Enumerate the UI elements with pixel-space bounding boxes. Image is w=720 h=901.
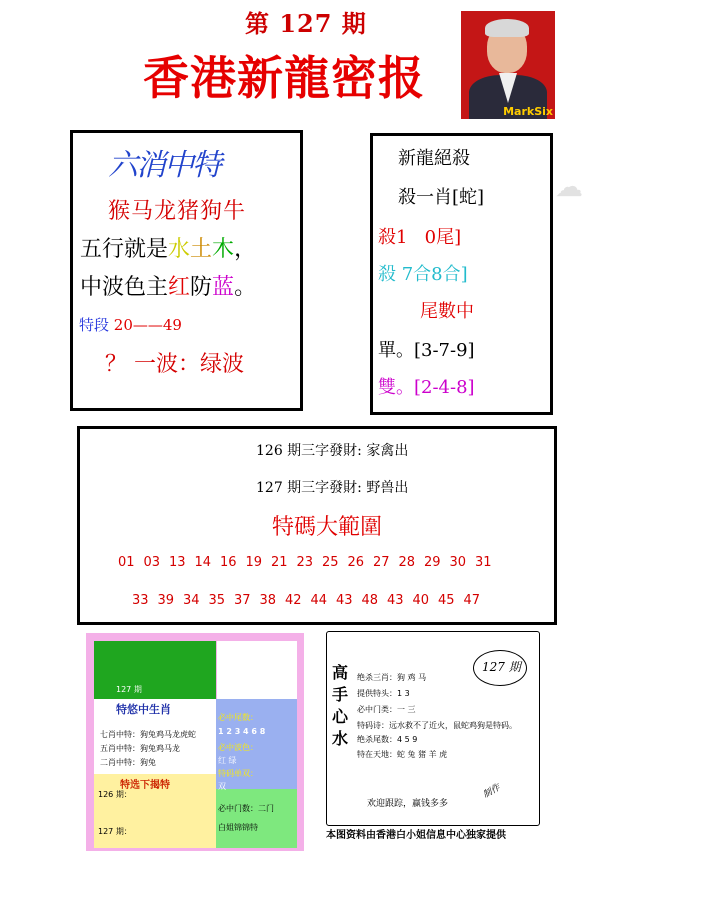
tip-r6: 必中门数：二门 <box>218 804 274 813</box>
wuxing-wood: 木 <box>212 237 235 262</box>
range-number: 14 <box>194 555 212 570</box>
range-number: 45 <box>438 593 455 608</box>
kill-tail-b: 0尾] <box>424 227 462 248</box>
segment-label: 特段 <box>79 316 110 334</box>
range-number: 25 <box>322 555 339 570</box>
range-number: 43 <box>336 593 353 608</box>
tip-r1: 必中尾数： <box>218 713 258 722</box>
line-126: 126 期三字發財: 家禽出 <box>256 443 409 459</box>
tip-r4: 特码单双： <box>218 769 258 778</box>
range-number: 01 <box>118 555 135 570</box>
wuxing-line <box>80 232 256 263</box>
tip-card-panel-green <box>216 789 297 848</box>
kill-he: 殺 7合8合] <box>378 264 468 285</box>
tip-hint-126: 126 期： <box>98 790 132 799</box>
wave-guard: 防 <box>190 275 213 300</box>
range-number: 16 <box>220 555 237 570</box>
range-number: 28 <box>398 555 416 570</box>
single-tails: 單。[3-7-9] <box>378 340 475 361</box>
expert-l3: 必中门类：一 三 <box>357 705 416 714</box>
expert-l2: 提供特头：1 3 <box>357 689 410 698</box>
expert-l6: 特在天地：蛇 兔 猪 羊 虎 <box>357 750 448 759</box>
tip-card-header <box>94 641 216 699</box>
range-number: 43 <box>387 593 404 608</box>
kill-animal: 殺一肖[蛇] <box>398 187 485 208</box>
range-number: 39 <box>157 593 175 608</box>
wuxing-earth: 土 <box>190 237 213 262</box>
tip-a-title: 特悠中生肖 <box>116 703 171 716</box>
issue-number: 第 127 期 <box>245 9 367 38</box>
tip-b-title: 特选下揭特 <box>120 780 170 791</box>
expert-l4: 特码诗：远水救不了近火，鼠蛇鸡狗是特码。 <box>357 721 517 730</box>
tip-r-nums: 1 2 3 4 6 8 <box>218 727 266 736</box>
wave-suffix: 。 <box>234 275 257 300</box>
expert-side-title <box>332 662 348 750</box>
made-by: 制作 <box>481 782 503 801</box>
tip-hint-127: 127 期： <box>98 827 132 836</box>
range-number: 13 <box>169 555 186 570</box>
tip-issue: 127 期 <box>116 685 142 694</box>
range-number: 47 <box>463 593 481 608</box>
portrait-hair <box>485 19 529 37</box>
line-127: 127 期三字發財: 野兽出 <box>256 480 409 496</box>
segment-value: 20——49 <box>113 316 182 334</box>
range-number: 31 <box>475 555 492 570</box>
kill-heading: 新龍絕殺 <box>398 148 470 169</box>
wave-color-line <box>80 270 256 301</box>
side-char: 手 <box>332 685 349 704</box>
expert-l5: 绝杀尾数：4 5 9 <box>357 735 418 744</box>
tip-line-5: 五肖中特：狗兔鸡马龙 <box>100 744 180 753</box>
wave-prefix: 中波色主 <box>80 275 169 300</box>
portrait-image <box>461 11 555 119</box>
tip-card-blank <box>217 641 297 699</box>
kill-tail-a: 殺1 <box>378 227 408 248</box>
range-number: 33 <box>132 593 149 608</box>
tail-middle: 尾數中 <box>420 301 474 322</box>
footer-credit: 本图资料由香港白小姐信息中心独家提供 <box>326 830 506 841</box>
tip-r2: 必中波色： <box>218 743 258 752</box>
wave-blue: 蓝 <box>212 275 235 300</box>
wuxing-prefix: 五行就是 <box>80 237 169 262</box>
range-number: 34 <box>183 593 200 608</box>
tip-r3: 红 绿 <box>218 756 237 765</box>
double-tails: 雙。[2-4-8] <box>378 377 475 398</box>
range-number: 48 <box>361 593 379 608</box>
wave-red: 红 <box>168 275 191 300</box>
range-number: 21 <box>271 555 288 570</box>
wuxing-suffix: ， <box>234 237 257 262</box>
stamp-label: 127 期 <box>482 660 521 674</box>
photo-brand-label: MarkSix <box>503 105 553 118</box>
range-number: 27 <box>373 555 390 570</box>
range-number: 37 <box>234 593 251 608</box>
side-char: 水 <box>332 729 349 748</box>
number-row-2 <box>132 593 489 608</box>
zodiac-animals: 猴马龙猪狗牛 <box>108 199 247 224</box>
wuxing-water: 水 <box>168 237 191 262</box>
range-number: 23 <box>296 555 314 570</box>
side-char: 心 <box>332 707 349 726</box>
welcome-text: 欢迎跟踪，赢钱多多 <box>367 799 449 809</box>
range-number: 38 <box>259 593 277 608</box>
range-number: 42 <box>285 593 302 608</box>
range-number: 35 <box>208 593 226 608</box>
six-zodiac-heading: 六消中特 <box>108 148 220 183</box>
range-number: 40 <box>412 593 430 608</box>
tip-r5: 双 <box>218 782 226 791</box>
range-number: 30 <box>449 555 467 570</box>
tip-line-2: 二肖中特：狗兔 <box>100 758 156 767</box>
range-number: 29 <box>424 555 441 570</box>
range-number: 44 <box>310 593 328 608</box>
kill-tail <box>378 223 461 249</box>
range-number: 03 <box>143 555 161 570</box>
expert-l1: 绝杀三肖：狗 鸡 马 <box>357 673 427 682</box>
side-char: 高 <box>332 663 349 682</box>
wave-hint: ？ 一波：绿波 <box>105 352 244 377</box>
range-number: 19 <box>245 555 263 570</box>
tip-r7: 白姐锦锦特 <box>218 823 258 832</box>
tip-line-7: 七肖中特：狗兔鸡马龙虎蛇 <box>100 730 196 739</box>
special-segment <box>79 314 182 335</box>
number-row-1 <box>118 555 501 570</box>
range-number: 26 <box>347 555 365 570</box>
range-title: 特碼大範圍 <box>272 515 383 540</box>
smoke-decoration: ☁ <box>555 170 583 203</box>
page-title: 香港新龍密报 <box>143 51 425 105</box>
